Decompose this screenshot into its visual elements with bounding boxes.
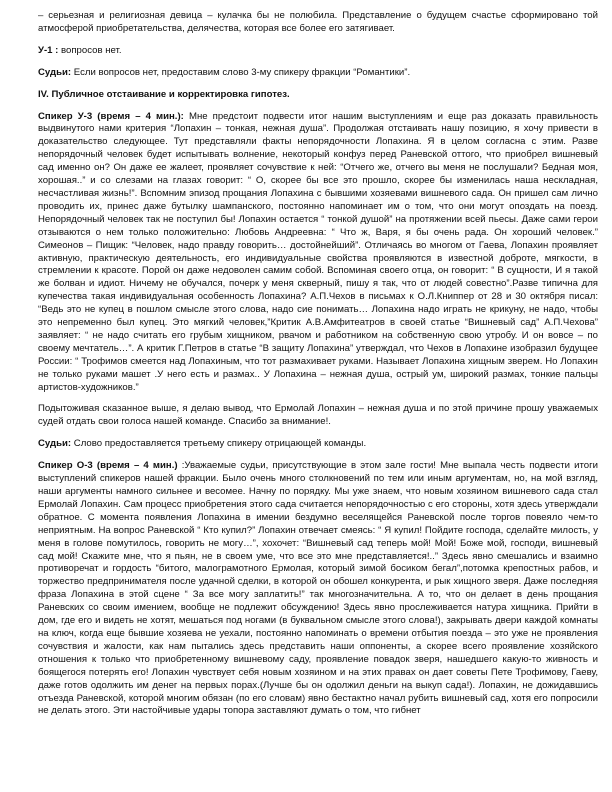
speaker-label: У-1 : — [38, 44, 59, 56]
paragraph-text: Слово предоставляется третьему спикеру отрицающей команды. — [71, 438, 367, 450]
paragraph-speech-u3 — [38, 111, 598, 395]
paragraph-judges-1 — [38, 67, 598, 80]
speaker-label: Судьи: — [38, 66, 72, 78]
paragraph-u1 — [38, 45, 598, 58]
paragraph-text: Если вопросов нет, предоставим слово 3-му спикеру фракции “Романтики”. — [71, 66, 411, 78]
paragraph-text: Мне предстоит подвести итог нашим выступлениям и еще раз доказать правильность выдвинутого нами критерия “Лопахин – тонкая, нежная душа”. Продолжая отстаивать нашу позицию, я хочу привести в доказательство следующее. Тут представляли факты непорядочности Лопахина. Я в целом согласна с этим. Разве непорядочный человек будет испытывать волнение, некоторый конфуз перед Раневской оттого, что приобрел вишневый сад именно он? Он даже ее жалеет, проявляет сочувствие к ней: “Отчего же, отчего вы меня не послушали? Бедная моя, хорошая..” и со слезами на глазах говорит: “ О, скорее бы все это прошло, скорее бы изменилась наша нескладная, несчастливая жизнь!”. Вспомним эпизод прощания Лопахина с бывшими хозяевами вишневого сада. Он пришел сам лично проводить их, принес даже бутылку шампанского, постоянно напоминает им о том, что они могут опоздать на поезд. Непорядочный человек так не поступил бы! Лопахин остается “ тонкой душой” на протяжении всей пьесы. Даже сами герои отзываются о нем только положительно: Любовь Андреевна: “ Что ж, Варя, я бы очень рада. Он хороший человек.” Симеонов – Пищик: “Человек, надо правду говорить… достойнейший”. Отличаясь во многом от Гаева, Лопахин проявляет активную, практическую деятельность, его индивидуальные свойства проявляются в известной доброте, мягкости, в стремлении к красоте. Порой он даже недоволен самим собой. Вспоминая своего отца, он говорит: “ В сущности, И я такой же болван и идиот. Ничему не обучался, почерк у меня скверный, пишу я так, что от людей совестно”.Разве типична для купечества такая индивидуальная особенность Лопахина? А.П.Чехов в письмах к О.Л.Книппер от 28 и 30 октября писал: “Ведь это не купец в пошлом смысле этого слова, надо сие понимать… Лопахина надо играть не крикуну, не надо, чтобы это непременно был купец. Это мягкий человек,”Критик А.В.Амфитеатров в своей статье “Вишневый сад” А.П.Чехова” заявляет: “ не надо считать его грубым хищником, рвачом и работником на собственную свою утробу. И он вовсе – по своему мечтатель…”. А критик Г.Петров в статье “В защиту Лопахина” утверждал, что Чехов в Лопахине изобразил будущее России: “ Трофимов смеется над Лопахиным, что тот размахивает руками. Называет Лопахина хищным зверем. Но Лопахин не только руками машет .У него есть и размах.. У Лопахина – нежная душа, острый ум, широкий размах, тонкие пальцы артистов-художников.” — [38, 110, 598, 393]
speaker-label: Спикер О-3 (время – 4 мин.) — [38, 460, 178, 472]
paragraph-text: :Уважаемые судьи, присутствующие в этом зале гости! Мне выпала честь подвести итоги выступлений спикеров нашей фракции. Было очень много столкновений по тем или иным аргументам, но, на мой взгляд, наши аргументы намного сильнее и весомее. Начну по порядку. Мы уже знаем, что новым хозяином вишневого сада стал Ермолай Лопахин. Сам процесс приобретения этого сада считается непорядочностью с его стороны, хотя здесь утверждали обратное. С момента появления Лопахина в имении бездумно веселящейся Раневской после торгов повеяло чем-то неприятным. На вопрос Раневской “ Кто купил?” Лопахин отвечает смеясь: “ Я купил! Пойдите господа, сделайте милость, у меня в голове помутилось, говорить не могу…”, хохочет: “Вишневый сад теперь мой! Мой! Боже мой, господи, вишневый сад мой! Скажите мне, что я пьян, не в своем уме, что все это мне представляется!..” Здесь явно смешались и взаимно противоречат и гордость “битого, малограмотного Ермолая, который зимой босиком бегал”,потомка крепостных рабов, и торжество предпринимателя после удачной сделки, в которой он обошел конкурента, и рык хищного зверя. Даже последняя фраза Лопахина в этой сцене “ За все могу заплатить!” так многозначительна. А то, что он делает в день прощания Раневских со своим имением, вообще не подлежит обсуждению! Здесь явно прослеживается натура хищника. Прийти в дом, где его и видеть не хотят, мешаться под ногами (в буквальном смысле этого слова!), закрывать двери каждой комнаты на ключ, когда еще бывшие хозяева не уехали, постоянно напоминать о времени отбытия поезда – это уже не проявления сочувствия и жалости, как нам пытались здесь представить наши оппоненты, а скорее всего проявление хозяйского отношения к только что приобретенному вишневому саду, проявление повадок зверя, нашедшего какую-то живность и боящегося потерять его! Лопахин чувствует себя новым хозяином и на этих правах он дает советы Пете Трофимову, Гаеву, даже готов одолжить им денег на первых порах.(Лучше бы он одолжил деньги на выкуп сада!). Лопахин, не дожидавшись отъезда Раневской, которой многим обязан (по его словам) явно бестактно начал рубить вишневый сад, хотя его попросили не делать этого. Эти настойчивые удары топора заставляют думать о том, что гибнет — [38, 460, 598, 717]
document-page — [38, 10, 598, 727]
paragraph-intro — [38, 10, 598, 36]
paragraph-text: – серьезная и религиозная девица – кулачка бы не полюбила. Представление о будущем счастье сформировано той атмосферой приобретательства, делячества, которая все более его затягивает. — [38, 10, 598, 34]
paragraph-conclusion: Подытоживая сказанное выше, я делаю вывод, что Ермолай Лопахин – нежная душа и по этой причине прошу уважаемых судей отдать свои голоса нашей команде. Спасибо за внимание!. — [38, 403, 598, 428]
speaker-label: Судьи: — [38, 438, 72, 450]
speaker-label: Спикер У-3 (время – 4 мин.): — [38, 110, 184, 122]
paragraph-judges-2 — [38, 438, 598, 451]
section-heading: IV. Публичное отстаивание и корректировка гипотез. — [38, 88, 290, 100]
paragraph-speech-o3 — [38, 460, 598, 718]
paragraph-text: вопросов нет. — [58, 44, 122, 56]
